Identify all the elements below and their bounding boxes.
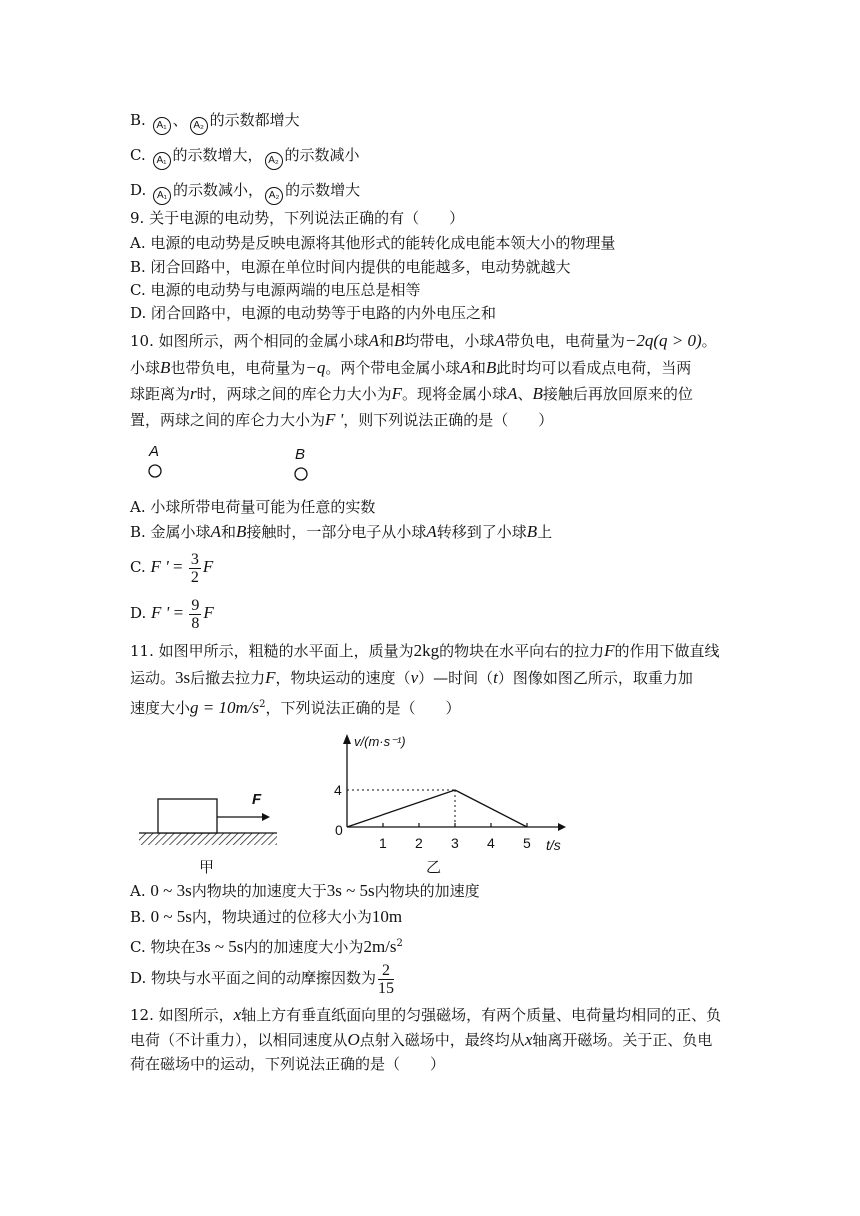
q11-option-b: B. 0 ~ 5s内，物块通过的位移大小为10m [130, 907, 403, 926]
block [158, 799, 217, 833]
y-tick-label: 4 [334, 782, 342, 798]
q12-line-1: 12. 如图所示，x轴上方有垂直纸面向里的匀强磁场，有两个质量、电荷量均相同的正、负 [130, 1005, 722, 1024]
force-label: F [252, 791, 262, 808]
ammeter-a2-icon: A₂ [190, 117, 208, 135]
origin-label: 0 [335, 822, 343, 838]
x-tick-label: 5 [523, 835, 531, 851]
sphere-a [149, 465, 161, 477]
q10-line-1: 10. 如图所示，两个相同的金属小球A和B均带电，小球A带负电，电荷量为−2q(q > 0)。 [130, 331, 717, 350]
sphere-b [295, 468, 307, 480]
q12-line-2: 电荷（不计重力），以相同速度从O点射入磁场中，最终均从x轴离开磁场。关于正、负电 [130, 1030, 713, 1049]
ammeter-a1-icon: A₁ [153, 117, 171, 135]
x-tick-label: 3 [451, 835, 459, 851]
q11-line-2: 运动。3s后撤去拉力F，物块运动的速度（v）—时间（t）图像如图乙所示，取重力加 [130, 668, 693, 687]
figure-jia-caption: 甲 [199, 859, 215, 876]
q8-option-b: B. A₁ 、 A₂ 的示数都增大 [130, 110, 300, 135]
fraction-9-8: $\frac{9}{8}$ [191, 596, 200, 632]
y-axis-arrow [343, 734, 351, 744]
ammeter-a2-icon: A₂ [265, 187, 283, 205]
q11-option-c: C. 物块在3s ~ 5s内的加速度大小为$2m/s^2$ [130, 937, 403, 956]
fraction-2-15: $\frac{2}{15}$ [378, 961, 395, 997]
ammeter-a1-icon: A₁ [153, 152, 171, 170]
sphere-b-label: B [295, 446, 306, 463]
x-tick-label: 4 [487, 835, 495, 851]
q10-line-3: 球距离为r时，两球之间的库仑力大小为F。现将金属小球A、B接触后再放回原来的位 [130, 384, 693, 403]
q10-option-d: D. F ' = $\frac{9}{8}$ F [130, 596, 214, 632]
q11-option-d: D. 物块与水平面之间的动摩擦因数为 $\frac{2}{15}$ [130, 961, 395, 997]
q10-option-a: A. 小球所带电荷量可能为任意的实数 [130, 498, 376, 516]
x-tick-label: 2 [415, 835, 423, 851]
x-axis-arrow [558, 823, 566, 831]
velocity-line-segment [455, 790, 527, 827]
q10-option-b: B. 金属小球A和B接触时，一部分电子从小球A转移到了小球B上 [130, 522, 553, 541]
x-tick-label: 1 [379, 835, 387, 851]
q8-option-c: C. A₁ 的示数增大， A₂ 的示数减小 [130, 145, 360, 170]
ammeter-a2-icon: A₂ [265, 152, 283, 170]
q11-line-1: 11. 如图甲所示，粗糙的水平面上，质量为2kg的物块在水平向右的拉力F的作用下做直线 [130, 641, 720, 660]
q10-line-2: 小球B也带负电，电荷量为−q。两个带电金属小球A和B此时均可以看成点电荷，当两 [130, 358, 692, 377]
figure-jia-block [135, 780, 285, 880]
q11-option-a: A. 0 ~ 3s内物块的加速度大于3s ~ 5s内物块的加速度 [130, 881, 480, 900]
ammeter-a1-icon: A₁ [153, 187, 171, 205]
q10-line-4: 置，两球之间的库仑力大小为F '，则下列说法正确的是（ ） [130, 410, 554, 429]
q9-option-a: A. 电源的电动势是反映电源将其他形式的能转化成电能本领大小的物理量 [130, 234, 616, 252]
q9-option-c: C. 电源的电动势与电源两端的电压总是相等 [130, 281, 421, 299]
q10-spheres-figure [140, 440, 330, 485]
q9-stem: 9. 关于电源的电动势，下列说法正确的有（ ） [130, 209, 465, 227]
rough-ground [139, 833, 277, 845]
q12-line-3: 荷在磁场中的运动，下列说法正确的是（ ） [130, 1055, 446, 1073]
q9-option-d: D. 闭合回路中，电源的电动势等于电路的内外电压之和 [130, 304, 497, 322]
q11-line-3: 速度大小$g = 10m/s^2$，下列说法正确的是（ ） [130, 698, 461, 717]
figure-yi-caption: 乙 [426, 859, 442, 876]
x-axis-label: t/s [546, 837, 561, 853]
velocity-line-segment [347, 790, 455, 827]
vt-graph [325, 722, 575, 880]
y-axis-label: v/(m·s⁻¹) [354, 734, 406, 749]
q9-option-b: B. 闭合回路中，电源在单位时间内提供的电能越多，电动势就越大 [130, 258, 571, 276]
fraction-3-2: $\frac{3}{2}$ [190, 550, 199, 586]
sphere-a-label: A [149, 443, 160, 460]
q8-option-d: D. A₁ 的示数减小， A₂ 的示数增大 [130, 180, 360, 205]
q10-option-c: C. F ' = $\frac{3}{2}$ F [130, 550, 214, 586]
